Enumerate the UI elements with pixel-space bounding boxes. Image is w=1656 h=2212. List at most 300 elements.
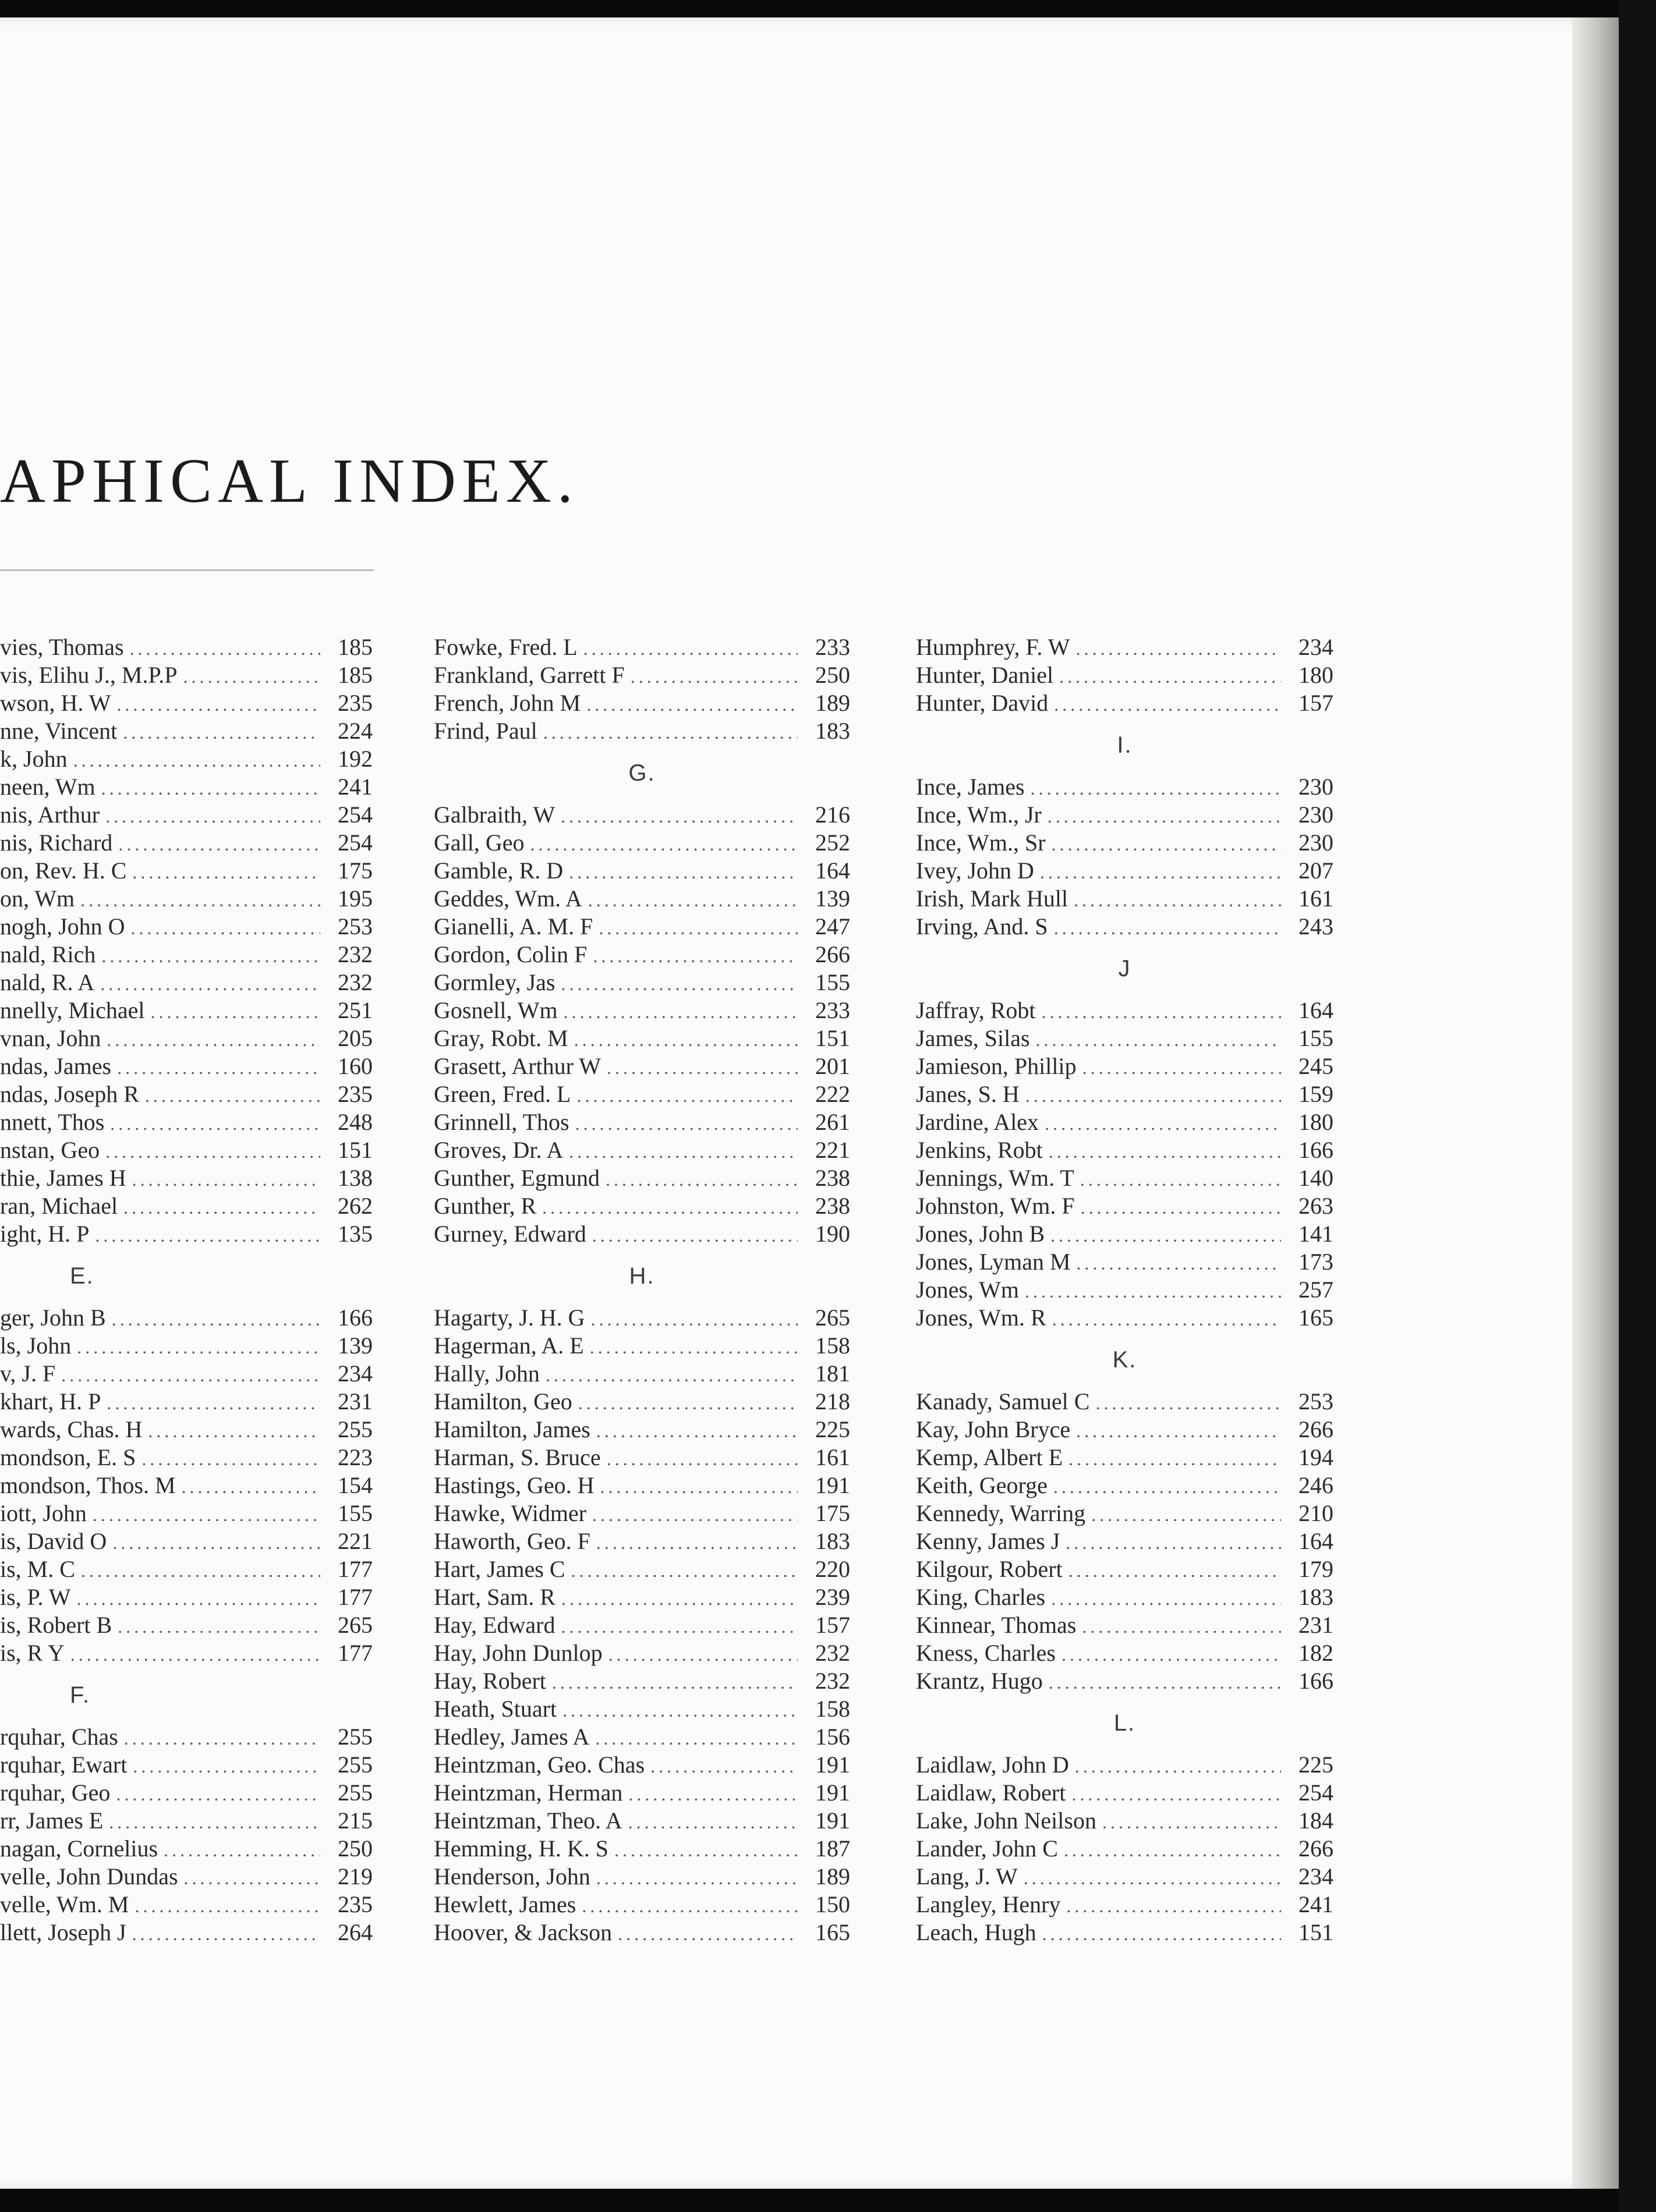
index-entry <box>0 1500 373 1527</box>
index-entry <box>916 1835 1333 1863</box>
dot-leader <box>77 1588 320 1610</box>
entry-name: ndas, Joseph R <box>0 1081 139 1107</box>
entry-page-number: 243 <box>1298 913 1333 940</box>
entry-name: Kanady, Samuel C <box>916 1388 1090 1415</box>
entry-page-number: 183 <box>815 718 850 744</box>
index-entry <box>434 1080 850 1108</box>
dot-leader <box>606 1169 798 1190</box>
dot-leader <box>1059 666 1281 687</box>
entry-name: James, Silas <box>916 1025 1030 1051</box>
index-entry <box>434 1751 850 1779</box>
entry-name: Hagarty, J. H. G <box>434 1304 585 1331</box>
entry-page-number: 189 <box>815 690 850 716</box>
dot-leader <box>595 1728 798 1749</box>
index-entry <box>0 1304 373 1332</box>
entry-name: Kilgour, Robert <box>916 1556 1063 1582</box>
page-title: APHICAL INDEX. <box>0 446 579 516</box>
entry-page-number: 220 <box>815 1556 850 1582</box>
dot-leader <box>1095 1392 1281 1414</box>
index-entry <box>434 1025 850 1052</box>
entry-page-number: 261 <box>815 1109 850 1135</box>
dot-leader <box>73 750 320 771</box>
index-entry <box>916 661 1333 689</box>
entry-page-number: 157 <box>1298 690 1333 716</box>
entry-name: Jenkins, Robt <box>916 1137 1043 1163</box>
entry-name: Johnston, Wm. F <box>916 1193 1075 1219</box>
index-entry <box>434 969 850 997</box>
dot-leader <box>569 862 798 883</box>
dot-leader <box>590 1337 798 1358</box>
entry-page-number: 177 <box>338 1640 373 1666</box>
dot-leader <box>1048 806 1281 827</box>
entry-name: French, John M <box>434 690 581 716</box>
entry-name: Ince, Wm., Sr <box>916 830 1046 856</box>
entry-name: Krantz, Hugo <box>916 1668 1043 1694</box>
dot-leader <box>543 722 798 743</box>
entry-page-number: 253 <box>1298 1388 1333 1415</box>
index-entry <box>0 1080 373 1108</box>
section-letter: K. <box>1112 1347 1137 1373</box>
index-entry <box>0 1639 373 1667</box>
entry-name: Kay, John Bryce <box>916 1416 1071 1442</box>
entry-page-number: 257 <box>1298 1277 1333 1303</box>
entry-page-number: 175 <box>338 857 373 884</box>
entry-page-number: 150 <box>815 1891 850 1917</box>
index-entry <box>916 1555 1333 1583</box>
dot-leader <box>1049 1672 1281 1693</box>
entry-name: Jones, John B <box>916 1221 1045 1247</box>
index-entry <box>916 1863 1333 1891</box>
index-entry <box>916 1136 1333 1164</box>
entry-name: Janes, S. H <box>916 1081 1020 1107</box>
dot-leader <box>608 1644 798 1665</box>
index-entry <box>434 1444 850 1472</box>
dot-leader <box>614 1839 798 1861</box>
index-entry <box>434 1220 850 1248</box>
index-entry <box>0 1444 373 1472</box>
entry-page-number: 246 <box>1298 1472 1333 1498</box>
section-letter: J <box>1118 956 1131 981</box>
index-entry <box>916 1891 1333 1919</box>
dot-leader <box>145 1085 320 1107</box>
entry-page-number: 161 <box>815 1444 850 1470</box>
entry-name: Jamieson, Phillip <box>916 1053 1077 1079</box>
index-entry <box>916 1500 1333 1527</box>
entry-page-number: 265 <box>815 1304 850 1331</box>
dot-leader <box>600 1476 798 1498</box>
dot-leader <box>81 1560 320 1582</box>
index-entry <box>0 1220 373 1248</box>
dot-leader <box>116 1784 320 1805</box>
index-entry <box>916 1052 1333 1080</box>
entry-name: k, John <box>0 746 68 772</box>
entry-name: Kness, Charles <box>916 1640 1056 1666</box>
entry-name: is, R Y <box>0 1640 65 1666</box>
dot-leader <box>575 1113 798 1135</box>
entry-page-number: 224 <box>338 718 373 744</box>
dot-leader <box>574 1029 798 1051</box>
entry-page-number: 164 <box>815 857 850 884</box>
index-entry <box>0 1388 373 1416</box>
entry-page-number: 230 <box>1298 830 1333 856</box>
entry-name: vis, Elihu J., M.P.P <box>0 662 178 688</box>
entry-page-number: 232 <box>815 1668 850 1694</box>
index-entry <box>916 1751 1333 1779</box>
entry-name: Laidlaw, Robert <box>916 1779 1066 1806</box>
entry-name: Hamilton, Geo <box>434 1388 572 1415</box>
entry-name: is, Robert B <box>0 1612 112 1638</box>
entry-page-number: 192 <box>338 746 373 772</box>
entry-page-number: 231 <box>338 1388 373 1415</box>
entry-page-number: 234 <box>338 1360 373 1387</box>
index-entry <box>916 1416 1333 1444</box>
index-entry <box>0 885 373 913</box>
index-entry <box>434 1500 850 1527</box>
dot-leader <box>110 1113 320 1135</box>
entry-name: Gianelli, A. M. F <box>434 913 593 940</box>
dot-leader <box>93 1504 320 1526</box>
entry-page-number: 194 <box>1298 1444 1333 1470</box>
dot-leader <box>1071 1784 1281 1805</box>
entry-page-number: 239 <box>815 1584 850 1610</box>
entry-name: Laidlaw, John D <box>916 1752 1069 1778</box>
entry-page-number: 234 <box>1298 634 1333 660</box>
entry-page-number: 190 <box>815 1221 850 1247</box>
entry-page-number: 158 <box>815 1696 850 1722</box>
entry-name: is, M. C <box>0 1556 75 1582</box>
scanned-page <box>0 17 1619 2189</box>
entry-name: on, Rev. H. C <box>0 857 127 884</box>
dot-leader <box>61 1364 320 1386</box>
entry-name: Groves, Dr. A <box>434 1137 564 1163</box>
dot-leader <box>1077 1253 1281 1274</box>
entry-name: nagan, Cornelius <box>0 1835 158 1862</box>
dot-leader <box>124 1728 320 1749</box>
dot-leader <box>105 1141 320 1162</box>
dot-leader <box>1066 1532 1281 1554</box>
entry-page-number: 215 <box>338 1807 373 1834</box>
entry-name: is, P. W <box>0 1584 71 1610</box>
entry-name: Kenny, James J <box>916 1528 1060 1554</box>
dot-leader <box>1051 1588 1281 1610</box>
dot-leader <box>1054 917 1281 939</box>
dot-leader <box>70 1644 320 1665</box>
index-entry <box>434 1583 850 1611</box>
entry-name: nis, Richard <box>0 830 113 856</box>
entry-page-number: 180 <box>1298 1109 1333 1135</box>
entry-name: Frankland, Garrett F <box>434 662 625 688</box>
dot-leader <box>135 1895 320 1917</box>
entry-page-number: 207 <box>1298 857 1333 884</box>
entry-name: Grinnell, Thos <box>434 1109 569 1135</box>
entry-name: Lake, John Neilson <box>916 1807 1096 1834</box>
index-entry <box>434 857 850 885</box>
dot-leader <box>112 1309 320 1330</box>
index-entry <box>916 1248 1333 1276</box>
entry-name: Jones, Wm. R <box>916 1304 1046 1331</box>
entry-page-number: 185 <box>338 662 373 688</box>
dot-leader <box>77 1337 320 1358</box>
index-entry <box>0 829 373 857</box>
dot-leader <box>583 638 798 660</box>
entry-page-number: 165 <box>815 1919 850 1945</box>
entry-page-number: 219 <box>338 1863 373 1890</box>
dot-leader <box>1068 1560 1281 1582</box>
dot-leader <box>1042 1001 1281 1023</box>
index-entry <box>434 1639 850 1667</box>
entry-name: Jones, Wm <box>916 1277 1020 1303</box>
index-entry <box>916 1192 1333 1220</box>
entry-page-number: 180 <box>1298 662 1333 688</box>
index-entry <box>0 857 373 885</box>
index-entry <box>0 1807 373 1835</box>
dot-leader <box>1074 889 1281 911</box>
entry-name: Galbraith, W <box>434 802 555 828</box>
entry-name: Gamble, R. D <box>434 857 564 884</box>
entry-name: Grasett, Arthur W <box>434 1053 601 1079</box>
dot-leader <box>588 889 798 911</box>
index-entry <box>916 1080 1333 1108</box>
entry-page-number: 151 <box>338 1137 373 1163</box>
entry-name: Lang, J. W <box>916 1863 1018 1890</box>
index-column-2 <box>434 633 850 1947</box>
entry-name: Lander, John C <box>916 1835 1058 1862</box>
entry-name: on, Wm <box>0 885 75 912</box>
dot-leader <box>1040 862 1281 883</box>
entry-name: Hart, James C <box>434 1556 565 1582</box>
entry-name: Hay, John Dunlop <box>434 1640 603 1666</box>
dot-leader <box>596 1867 798 1889</box>
entry-name: velle, John Dundas <box>0 1863 178 1890</box>
dot-leader <box>628 1784 798 1805</box>
entry-name: ls, John <box>0 1332 72 1359</box>
dot-leader <box>607 1448 798 1470</box>
index-entry <box>0 1779 373 1807</box>
entry-name: nis, Arthur <box>0 802 100 828</box>
entry-page-number: 254 <box>1298 1779 1333 1806</box>
entry-name: Ivey, John D <box>916 857 1034 884</box>
dot-leader <box>116 694 320 715</box>
entry-page-number: 255 <box>338 1724 373 1750</box>
dot-leader <box>109 1812 320 1833</box>
dot-leader <box>130 917 320 939</box>
entry-page-number: 266 <box>1298 1835 1333 1862</box>
index-entry <box>916 1611 1333 1639</box>
entry-page-number: 160 <box>338 1053 373 1079</box>
index-entry <box>434 1388 850 1416</box>
index-entry <box>916 1667 1333 1695</box>
index-entry <box>916 1304 1333 1332</box>
dot-leader <box>1031 778 1281 799</box>
index-entry <box>434 1416 850 1444</box>
entry-page-number: 166 <box>1298 1668 1333 1694</box>
entry-name: Heintzman, Herman <box>434 1779 623 1806</box>
entry-page-number: 248 <box>338 1109 373 1135</box>
entry-name: Harman, S. Bruce <box>434 1444 601 1470</box>
index-entry <box>0 717 373 745</box>
dot-leader <box>586 694 798 715</box>
dot-leader <box>148 1420 320 1442</box>
dot-leader <box>1091 1504 1281 1526</box>
index-entry <box>916 1639 1333 1667</box>
entry-page-number: 183 <box>815 1528 850 1554</box>
index-entry <box>916 633 1333 661</box>
entry-name: Gray, Robt. M <box>434 1025 568 1051</box>
entry-page-number: 205 <box>338 1025 373 1051</box>
index-entry <box>0 1555 373 1583</box>
index-entry <box>0 941 373 969</box>
dot-leader <box>631 666 798 687</box>
entry-page-number: 173 <box>1298 1249 1333 1275</box>
dot-leader <box>562 1700 798 1721</box>
section-letter: L. <box>1113 1710 1136 1736</box>
entry-page-number: 191 <box>815 1472 850 1498</box>
entry-name: Langley, Henry <box>916 1891 1061 1917</box>
entry-page-number: 233 <box>815 634 850 660</box>
dot-leader <box>1064 1839 1281 1861</box>
entry-page-number: 233 <box>815 997 850 1023</box>
dot-leader <box>569 1141 798 1162</box>
entry-name: Hay, Edward <box>434 1612 555 1638</box>
entry-page-number: 263 <box>1298 1193 1333 1219</box>
entry-page-number: 235 <box>338 1891 373 1917</box>
entry-name: Kinnear, Thomas <box>916 1612 1077 1638</box>
entry-name: Gosnell, Wm <box>434 997 558 1023</box>
section-letter: G. <box>628 760 656 786</box>
entry-page-number: 238 <box>815 1165 850 1191</box>
entry-name: Hemming, H. K. S <box>434 1835 608 1862</box>
entry-page-number: 175 <box>815 1500 850 1526</box>
entry-name: iott, John <box>0 1500 87 1526</box>
entry-page-number: 161 <box>1298 885 1333 912</box>
title-rule <box>0 569 374 571</box>
dot-leader <box>607 1057 798 1079</box>
index-entry <box>434 661 850 689</box>
entry-page-number: 195 <box>338 885 373 912</box>
entry-name: rr, James E <box>0 1807 104 1834</box>
index-entry <box>0 1835 373 1863</box>
entry-name: llett, Joseph J <box>0 1919 126 1945</box>
entry-page-number: 157 <box>815 1612 850 1638</box>
entry-page-number: 159 <box>1298 1081 1333 1107</box>
entry-name: Hay, Robert <box>434 1668 546 1694</box>
index-entry <box>916 829 1333 857</box>
entry-name: Heath, Stuart <box>434 1696 557 1722</box>
entry-page-number: 225 <box>815 1416 850 1442</box>
index-entry <box>916 1276 1333 1304</box>
dot-leader <box>118 1616 320 1637</box>
entry-name: wards, Chas. H <box>0 1416 143 1442</box>
entry-page-number: 141 <box>1298 1221 1333 1247</box>
entry-name: Gurney, Edward <box>434 1221 586 1247</box>
entry-name: vies, Thomas <box>0 634 124 660</box>
entry-name: Gormley, Jas <box>434 969 555 995</box>
index-entry <box>916 801 1333 829</box>
entry-page-number: 245 <box>1298 1053 1333 1079</box>
index-entry <box>434 1891 850 1919</box>
entry-name: Irving, And. S <box>916 913 1048 940</box>
dot-leader <box>107 1029 320 1051</box>
index-entry <box>0 1052 373 1080</box>
entry-page-number: 235 <box>338 1081 373 1107</box>
dot-leader <box>100 973 320 995</box>
entry-name: thie, James H <box>0 1165 126 1191</box>
index-column-1 <box>0 633 373 1947</box>
entry-name: ran, Michael <box>0 1193 118 1219</box>
dot-leader <box>123 722 320 743</box>
entry-name: Gall, Geo <box>434 830 525 856</box>
entry-name: neen, Wm <box>0 774 95 800</box>
dot-leader <box>182 1476 320 1498</box>
section-letter: I. <box>1117 732 1133 758</box>
dot-leader <box>130 638 320 660</box>
dot-leader <box>132 862 320 883</box>
entry-page-number: 254 <box>338 802 373 828</box>
index-entry <box>434 941 850 969</box>
dot-leader <box>1052 1309 1281 1330</box>
index-entry <box>434 1052 850 1080</box>
index-entry <box>916 885 1333 913</box>
entry-page-number: 232 <box>815 1640 850 1666</box>
entry-name: Hawke, Widmer <box>434 1500 587 1526</box>
entry-name: nne, Vincent <box>0 718 118 744</box>
index-entry <box>434 829 850 857</box>
index-column-3 <box>916 633 1333 1947</box>
scan-border <box>1619 0 1656 2212</box>
index-entry <box>0 1332 373 1360</box>
entry-name: Ince, Wm., Jr <box>916 802 1042 828</box>
index-entry <box>0 1583 373 1611</box>
dot-leader <box>1025 1085 1281 1107</box>
dot-leader <box>564 1001 798 1023</box>
dot-leader <box>1053 1476 1281 1498</box>
entry-page-number: 241 <box>1298 1891 1333 1917</box>
dot-leader <box>164 1839 320 1861</box>
entry-name: Hewlett, James <box>434 1891 576 1917</box>
index-entry <box>916 689 1333 717</box>
entry-name: Hagerman, A. E <box>434 1332 584 1359</box>
entry-name: Green, Fred. L <box>434 1081 571 1107</box>
index-entry <box>0 633 373 661</box>
entry-name: Hart, Sam. R <box>434 1584 555 1610</box>
index-entry <box>0 1472 373 1500</box>
dot-leader <box>599 917 798 939</box>
index-entry <box>434 1555 850 1583</box>
entry-name: Heintzman, Geo. Chas <box>434 1752 645 1778</box>
index-entry <box>0 1360 373 1388</box>
index-entry <box>0 1891 373 1919</box>
entry-page-number: 265 <box>338 1612 373 1638</box>
dot-leader <box>592 1504 798 1526</box>
index-entry <box>434 717 850 745</box>
index-entry <box>0 1723 373 1751</box>
entry-name: Fowke, Fred. L <box>434 634 578 660</box>
entry-page-number: 155 <box>1298 1025 1333 1051</box>
index-entry <box>434 1136 850 1164</box>
dot-leader <box>561 1616 798 1637</box>
dot-leader <box>1075 1756 1281 1777</box>
index-entry <box>916 913 1333 941</box>
dot-leader <box>1061 1644 1281 1665</box>
entry-page-number: 155 <box>338 1500 373 1526</box>
entry-name: Hoover, & Jackson <box>434 1919 613 1945</box>
index-entry <box>434 1304 850 1332</box>
dot-leader <box>123 1197 320 1218</box>
dot-leader <box>1068 1448 1281 1470</box>
index-entry <box>916 1108 1333 1136</box>
entry-page-number: 191 <box>815 1779 850 1806</box>
index-entry <box>0 1611 373 1639</box>
